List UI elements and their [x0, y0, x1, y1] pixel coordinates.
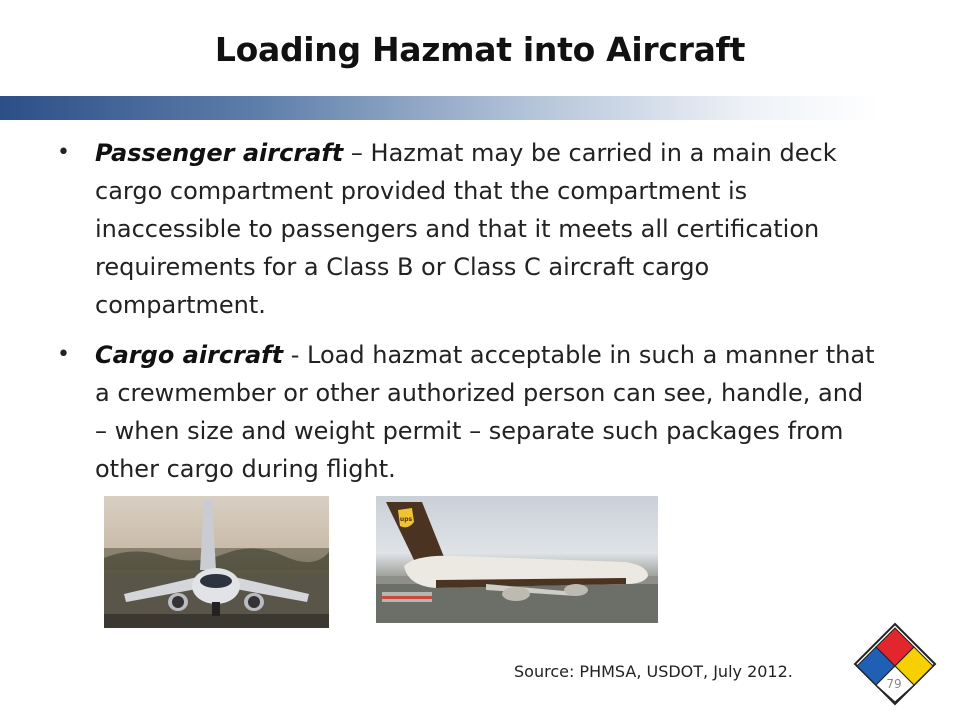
bullet-list [55, 134, 875, 500]
hazmat-diamond-icon [853, 622, 937, 706]
bullet-marker: • [57, 140, 70, 165]
bullet-term: Passenger aircraft [95, 139, 344, 167]
bullet-text: - Load hazmat acceptable in such a manner that a crewmember or other authorized person can see, handle, and – when size and weight permit – separate such packages from other cargo during flight. [95, 341, 875, 483]
page-number: 79 [886, 677, 902, 691]
slide-title: Loading Hazmat into Aircraft [214, 30, 746, 69]
passenger-aircraft-photo [104, 496, 329, 628]
bullet-text: – Hazmat may be carried in a main deck cargo compartment provided that the compartment is inaccessible to passengers and that it meets all certification requirements for a Class B or Class C aircraft cargo compartment. [95, 139, 837, 319]
title-accent-bar [0, 96, 880, 120]
cargo-aircraft-photo [376, 496, 658, 623]
bullet-term: Cargo aircraft [95, 341, 284, 369]
source-citation: Source: PHMSA, USDOT, July 2012. [514, 662, 793, 681]
ups-shield-logo [398, 508, 414, 527]
ups-logo-text: ups [399, 516, 413, 523]
bullet-cargo-aircraft [55, 336, 875, 488]
bullet-passenger-aircraft [55, 134, 875, 324]
bullet-marker: • [57, 342, 70, 367]
